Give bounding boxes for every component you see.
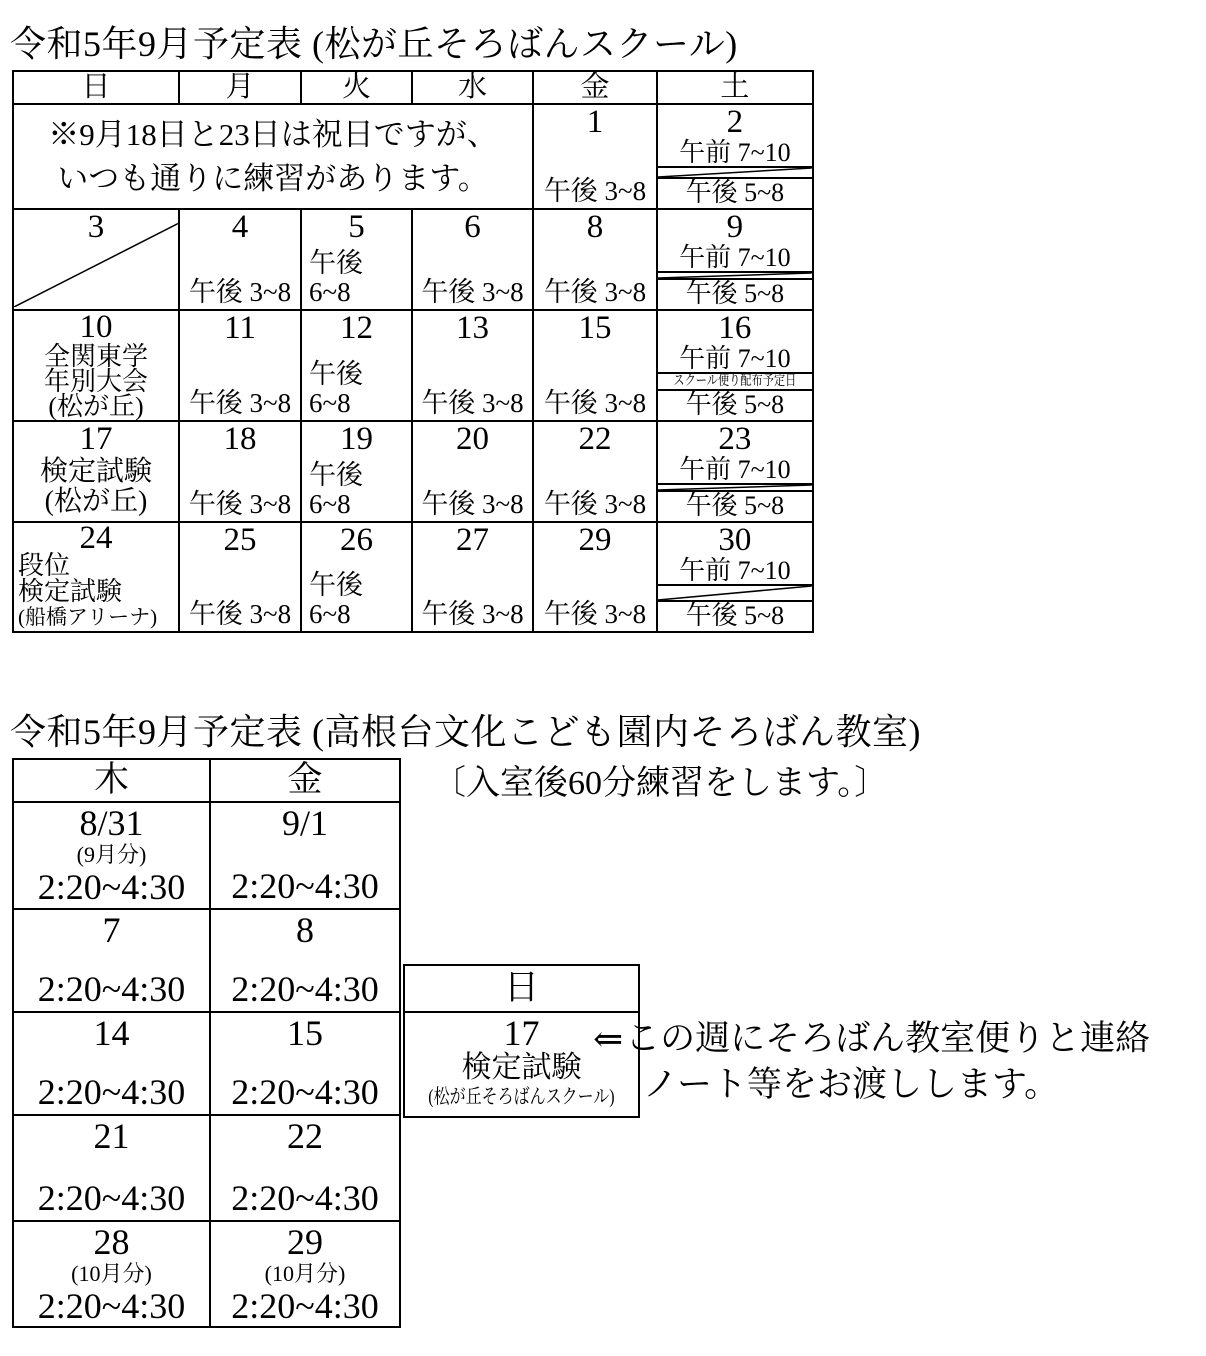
crossed-out-strip [658, 166, 812, 179]
date-number: 17 [503, 1013, 540, 1053]
diagonal-line [658, 485, 812, 490]
practice-time: 午後 3~8 [188, 388, 292, 418]
day-cell-sep5 [301, 209, 412, 310]
day-cell-sep17 [13, 421, 179, 522]
month-portion-note: (10月分) [264, 1261, 346, 1286]
day-cell-sep16 [657, 310, 813, 421]
day-cell-sep1 [210, 802, 400, 909]
day-cell-sep2 [657, 104, 813, 209]
practice-time: 午後 3~8 [543, 277, 647, 307]
event-line: (松が丘) [44, 486, 148, 517]
day-cell-8 [210, 909, 400, 1012]
practice-time-range: 6~8 [309, 388, 351, 418]
date-number: 1 [586, 104, 604, 140]
crossed-out-strip [658, 483, 812, 492]
sunday-header-row [404, 965, 639, 1012]
weekday-header-sun: 日 [404, 965, 639, 1012]
date-number: 13 [456, 310, 489, 346]
day-cell-sep24 [13, 522, 179, 632]
weekday-header-row [13, 759, 400, 802]
week4-row [13, 421, 813, 522]
weekday-header-thu: 木 [13, 759, 210, 802]
day-cell-sep20 [412, 421, 533, 522]
week3-row [13, 310, 813, 421]
handout-note [593, 1016, 1150, 1108]
day-cell-sep1 [533, 104, 657, 209]
practice-time: 午後 3~8 [421, 388, 524, 418]
weekday-header-sun: 日 [13, 71, 179, 104]
event-line: (松が丘) [48, 392, 144, 421]
day-cell-sep30 [657, 522, 813, 632]
practice-time: 午後 3~8 [543, 388, 647, 418]
date-number: 8 [586, 209, 604, 245]
row-28-29 [13, 1221, 400, 1327]
event-line: 検定試験 [39, 456, 152, 487]
date-number: 29 [287, 1222, 323, 1262]
weekday-header-sat: 土 [657, 71, 813, 104]
date-number: 19 [340, 421, 373, 457]
handout-note-line2: ノート等をお渡しします。 [643, 1065, 1060, 1104]
practice-time: 2:20~4:30 [231, 1072, 379, 1112]
diagonal-line [658, 273, 812, 278]
day-cell-sep27 [412, 522, 533, 632]
exam-venue: (松が丘そろばんスクール) [428, 1086, 615, 1108]
month-portion-note: (9月分) [76, 842, 147, 867]
morning-time: 午前 7~10 [679, 243, 791, 272]
day-cell-sep9 [657, 209, 813, 310]
month-portion-note: (10月分) [71, 1261, 152, 1286]
practice-time: 午後 3~8 [543, 176, 647, 206]
day-cell-14 [13, 1012, 210, 1115]
date-number: 27 [456, 522, 489, 558]
date-number: 8 [296, 910, 314, 950]
practice-time-range: 6~8 [309, 489, 351, 519]
weekday-header-row [13, 71, 813, 104]
left-double-arrow-icon: ⇐ [593, 1019, 624, 1059]
practice-time: 2:20~4:30 [231, 866, 379, 906]
day-cell-aug31 [13, 802, 210, 909]
weekday-header-mon: 月 [179, 71, 301, 104]
date-number: 18 [223, 421, 257, 457]
day-cell-sep10 [13, 310, 179, 421]
crossed-out-strip [658, 584, 812, 602]
morning-time: 午前 7~10 [679, 344, 791, 373]
weekday-header-fri: 金 [533, 71, 657, 104]
holiday-note-line2: いつも通りに練習があります。 [57, 161, 489, 196]
practice-time: 2:20~4:30 [37, 1178, 186, 1218]
diagonal-line [658, 586, 812, 600]
event-line: 検定試験 [18, 577, 123, 606]
practice-time: 午後 3~8 [188, 599, 292, 629]
practice-time: 午後 3~8 [188, 277, 292, 307]
date-number: 6 [464, 209, 481, 245]
day-cell-sep4 [179, 209, 301, 310]
evening-time: 午後 5~8 [685, 601, 785, 630]
day-cell-sep23 [657, 421, 813, 522]
newsletter-note: スクール便り配布予定日 [673, 374, 797, 389]
event-line: 年別大会 [43, 367, 148, 396]
practice-length-note: 〔入室後60分練習をします。〕 [432, 765, 889, 802]
date-number: 12 [340, 310, 373, 346]
practice-time: 2:20~4:30 [231, 1178, 379, 1218]
morning-time: 午前 7~10 [679, 556, 791, 585]
practice-time: 午後 3~8 [421, 489, 524, 519]
practice-time-label: 午後 [309, 248, 363, 278]
event-line: 段位 [18, 551, 71, 580]
school-calendar-title: 令和5年9月予定表 (松が丘そろばんスクール) [10, 24, 738, 64]
weekday-header-wed: 水 [412, 71, 533, 104]
date-number: 5 [348, 209, 365, 245]
day-cell-sep15 [533, 310, 657, 421]
row-aug31-sep1 [13, 802, 400, 909]
day-cell-sep13 [412, 310, 533, 421]
practice-time: 2:20~4:30 [231, 1286, 379, 1326]
date-number: 2 [726, 104, 744, 140]
row-14-15 [13, 1012, 400, 1115]
evening-time: 午後 5~8 [685, 279, 785, 308]
no-class-diagonal-line [14, 210, 178, 307]
date-number: 14 [93, 1013, 130, 1053]
kodomoen-calendar-table [12, 758, 401, 1328]
date-number: 10 [79, 309, 113, 345]
morning-time: 午前 7~10 [679, 138, 791, 167]
practice-time: 2:20~4:30 [37, 969, 186, 1009]
date-number: 29 [578, 522, 612, 558]
day-cell-15 [210, 1012, 400, 1115]
date-number: 8/31 [79, 803, 144, 843]
day-cell-sep6 [412, 209, 533, 310]
evening-time: 午後 5~8 [685, 491, 785, 520]
date-number: 28 [93, 1222, 130, 1262]
date-number: 7 [102, 910, 121, 950]
practice-time-label: 午後 [309, 460, 363, 490]
date-number: 15 [578, 310, 612, 346]
day-cell-sep29 [533, 522, 657, 632]
date-number: 9 [726, 209, 744, 245]
date-number: 23 [718, 421, 752, 457]
diagonal-line [658, 168, 812, 177]
week1-row [13, 104, 813, 209]
practice-time: 午後 3~8 [421, 599, 524, 629]
practice-time: 午後 3~8 [188, 489, 292, 519]
date-number: 16 [718, 310, 752, 346]
date-number: 22 [287, 1116, 323, 1156]
day-cell-sep19 [301, 421, 412, 522]
day-cell-28 [13, 1221, 210, 1327]
date-number: 21 [93, 1116, 130, 1156]
date-number: 11 [224, 310, 256, 346]
school-calendar-table [12, 70, 814, 633]
row-21-22 [13, 1115, 400, 1221]
day-cell-sep3 [13, 209, 179, 310]
date-number: 22 [578, 421, 612, 457]
row-7-8 [13, 909, 400, 1012]
event-line: 全関東学 [43, 342, 148, 371]
holiday-note-cell [13, 104, 533, 209]
date-number: 15 [287, 1013, 323, 1053]
event-venue: (船橋アリーナ) [18, 605, 158, 629]
evening-time: 午後 5~8 [685, 178, 785, 207]
day-cell-sep26 [301, 522, 412, 632]
practice-time: 午後 3~8 [543, 489, 647, 519]
practice-time-label: 午後 [309, 359, 363, 389]
date-number: 4 [231, 209, 249, 245]
practice-time: 午後 3~8 [543, 599, 647, 629]
practice-time: 2:20~4:30 [37, 867, 186, 907]
date-number: 26 [340, 522, 373, 558]
day-cell-29 [210, 1221, 400, 1327]
day-cell-sep18 [179, 421, 301, 522]
day-cell-sep12 [301, 310, 412, 421]
day-cell-21 [13, 1115, 210, 1221]
day-cell-sep11 [179, 310, 301, 421]
week2-row [13, 209, 813, 310]
practice-time-label: 午後 [309, 570, 363, 600]
weekday-header-fri: 金 [210, 759, 400, 802]
morning-time: 午前 7~10 [679, 455, 791, 484]
day-cell-sep22 [533, 421, 657, 522]
practice-time-range: 6~8 [309, 599, 351, 629]
crossed-out-strip [658, 271, 812, 280]
practice-time-range: 6~8 [309, 277, 351, 307]
weekday-header-tue: 火 [301, 71, 412, 104]
date-number: 25 [223, 522, 257, 558]
kodomoen-calendar-title: 令和5年9月予定表 (高根台文化こども園内そろばん教室) [10, 712, 921, 752]
date-number: 24 [79, 520, 113, 556]
day-cell-22 [210, 1115, 400, 1221]
practice-time: 2:20~4:30 [37, 1072, 186, 1112]
week5-row [13, 522, 813, 632]
holiday-note-line1: ※9月18日と23日は祝日ですが、 [48, 117, 498, 152]
evening-time: 午後 5~8 [685, 390, 785, 419]
date-number: 20 [456, 421, 489, 457]
date-number: 30 [718, 522, 752, 558]
exam-label: 検定試験 [461, 1051, 582, 1084]
practice-time: 2:20~4:30 [37, 1286, 186, 1326]
date-number: 17 [79, 421, 113, 457]
date-number: 9/1 [281, 803, 328, 843]
date-number: 3 [87, 209, 105, 245]
day-cell-sep25 [179, 522, 301, 632]
practice-time: 2:20~4:30 [231, 969, 379, 1009]
day-cell-sep8 [533, 209, 657, 310]
handout-note-line1: この週にそろばん教室便りと連絡 [625, 1019, 1151, 1058]
practice-time: 午後 3~8 [421, 277, 524, 307]
day-cell-7 [13, 909, 210, 1012]
newsletter-strip [658, 372, 812, 391]
